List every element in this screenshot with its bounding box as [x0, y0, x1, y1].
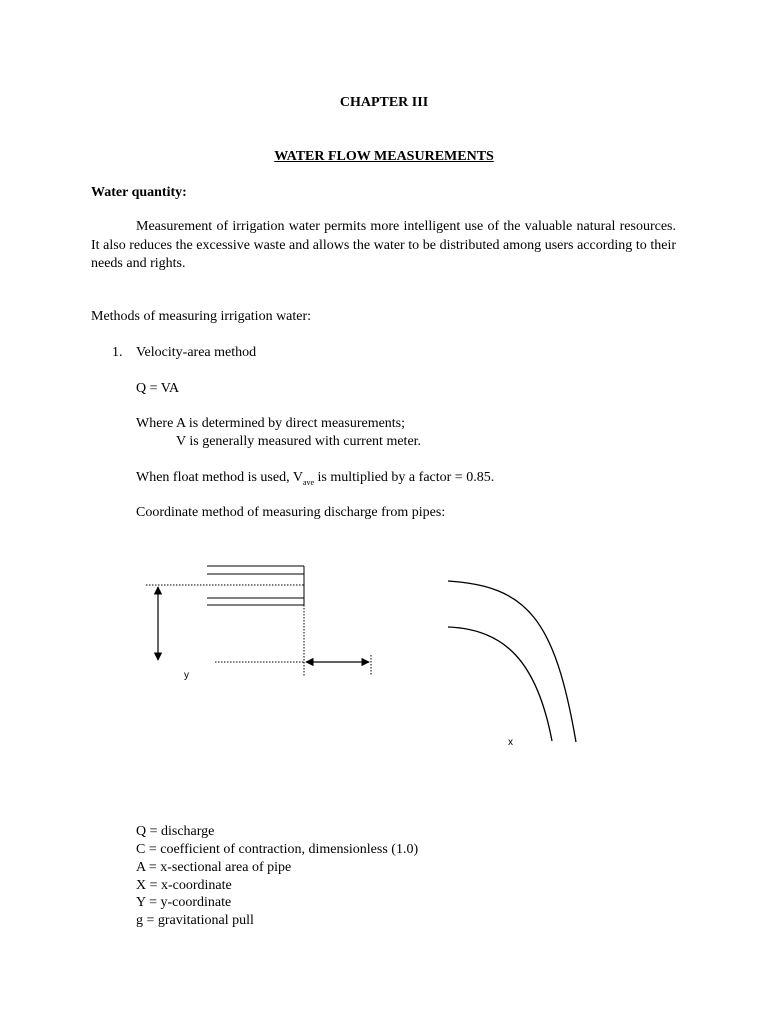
x-axis-label: x: [508, 737, 513, 748]
float-text-before: When float method is used, V: [136, 470, 303, 485]
definition-item: X = x-coordinate: [136, 878, 232, 893]
definition-item: Q = discharge: [136, 824, 215, 839]
float-text-after: is multiplied by a factor = 0.85.: [314, 470, 495, 485]
section-heading: Water quantity:: [91, 185, 187, 200]
definition-item: Y = y-coordinate: [136, 895, 232, 910]
list-number: 1.: [112, 345, 123, 360]
jet-upper-curve: [448, 581, 576, 742]
definition-item: g = gravitational pull: [136, 913, 254, 928]
y-axis-label: y: [184, 670, 189, 681]
definition-item: A = x-sectional area of pipe: [136, 860, 292, 875]
coordinate-method-text: Coordinate method of measuring discharge from pipes:: [136, 505, 446, 520]
page-title: WATER FLOW MEASUREMENTS: [274, 149, 494, 164]
formula: Q = VA: [136, 381, 180, 396]
where-line-1: Where A is determined by direct measurements;: [136, 416, 406, 431]
methods-heading: Methods of measuring irrigation water:: [91, 309, 312, 324]
float-subscript: ave: [302, 477, 315, 487]
intro-paragraph: Measurement of irrigation water permits more intelligent use of the valuable natural resources. It also reduces the excessive waste and allows the water to be distributed among users according to their needs and rights.: [91, 219, 676, 271]
definition-item: C = coefficient of contraction, dimensionless (1.0): [136, 842, 419, 857]
jet-lower-curve: [448, 627, 552, 741]
chapter-heading: CHAPTER III: [339, 95, 429, 110]
method-name: Velocity-area method: [136, 345, 257, 360]
where-line-2: V is generally measured with current meter.: [176, 434, 422, 449]
